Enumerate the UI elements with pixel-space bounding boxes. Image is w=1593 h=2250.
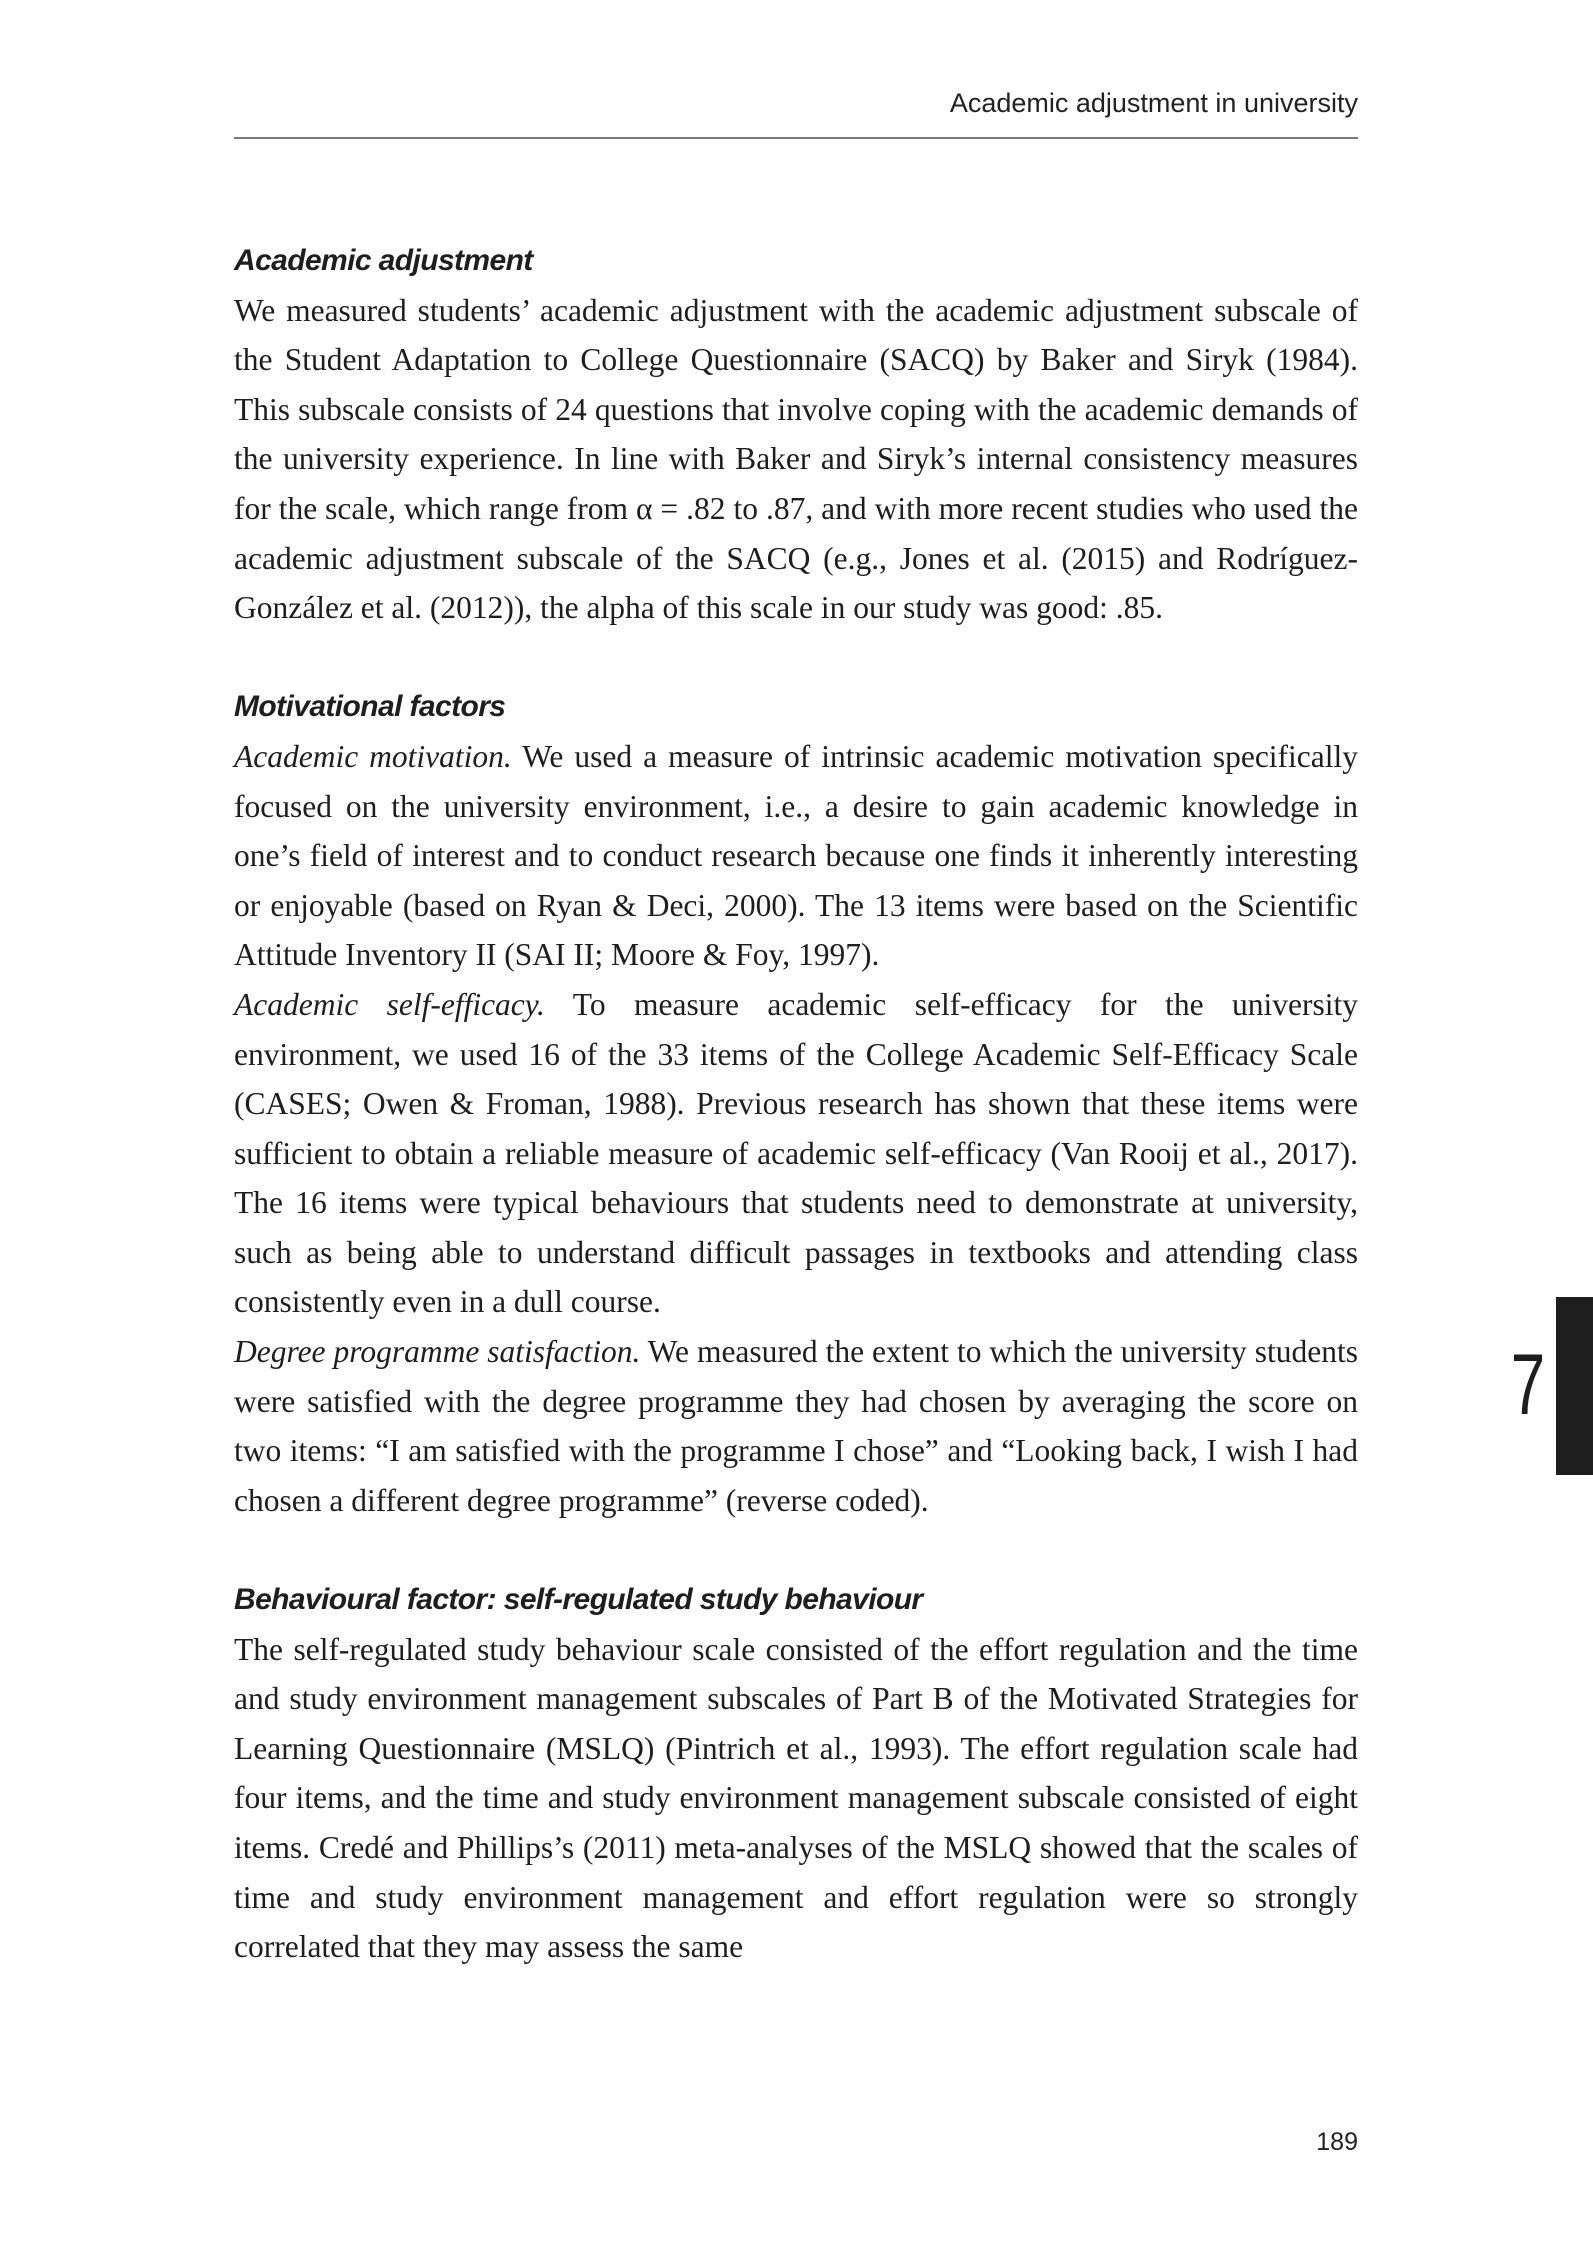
section-heading-motivational-factors: Motivational factors bbox=[234, 690, 506, 724]
paragraph bbox=[234, 1327, 1358, 1525]
section-heading-academic-adjustment: Academic adjustment bbox=[234, 244, 533, 277]
run-in-heading: Academic motivation. bbox=[234, 738, 512, 774]
run-in-heading: Academic self-efficacy. bbox=[234, 986, 545, 1022]
page-number: 189 bbox=[1316, 2128, 1358, 2156]
section-gap bbox=[234, 633, 1358, 683]
paragraph-text: We measured students’ academic adjustment with the academic adjustment subscale of the Student Adaptation to College Questionnaire (SACQ) by Baker and Siryk (1984). This subscale consists of 24 questions that involve coping with the academic demands of the university experience. In line with Baker and Siryk’s internal consistency measures for the scale, which range from α = .82 to .87, and with more recent studies who used the academic adjustment subscale of the SACQ (e.g., Jones et al. (2015) and Rodríguez-González et al. (2012)), the alpha of this scale in our study was good: .85. bbox=[234, 292, 1358, 626]
paragraph-text: To measure academic self-efficacy for the university environment, we used 16 of the 33 items of the College Academic Self-Efficacy Scale (CASES; Owen & Froman, 1988). Previous research has shown that these items were sufficient to obtain a reliable measure of academic self-efficacy (Van Rooij et al., 2017). The 16 items were typical behaviours that students need to demonstrate at university, such as being able to understand difficult passages in textbooks and attending class consistently even in a dull course. bbox=[234, 986, 1358, 1320]
paragraph-text: We measured the extent to which the university students were satisfied with the degree programme they had chosen by averaging the score on two items: “I am satisfied with the programme I chose” and “Looking back, I wish I had chosen a different degree programme” (reverse coded). bbox=[234, 1334, 1358, 1518]
body-text bbox=[234, 236, 1358, 1972]
paragraph bbox=[234, 286, 1358, 633]
run-in-heading: Degree programme satisfaction. bbox=[234, 1334, 641, 1370]
paragraph-text: The self-regulated study behaviour scale consisted of the effort regulation and the time and study environment management subscales of Part B of the Motivated Strategies for Learning Questionnaire (MSLQ) (Pintrich et al., 1993). The effort regulation scale had four items, and the time and study environment management subscale consisted of eight items. Credé and Phillips’s (2011) meta-analyses of the MSLQ showed that the scales of time and study environment management and effort regulation were so strongly correlated that they may assess the same bbox=[234, 1631, 1358, 1965]
chapter-thumb-tab bbox=[1556, 1297, 1593, 1475]
section-gap bbox=[234, 1525, 1358, 1575]
paragraph bbox=[234, 1625, 1358, 1972]
paragraph-text: We used a measure of intrinsic academic motivation specifically focused on the university environment, i.e., a desire to gain academic knowledge in one’s field of interest and to conduct research because one finds it inherently interesting or enjoyable (based on Ryan & Deci, 2000). The 13 items were based on the Scientific Attitude Inventory II (SAI II; Moore & Foy, 1997). bbox=[234, 738, 1359, 973]
section-heading-behavioural-factor: Behavioural factor: self-regulated study behaviour bbox=[234, 1583, 923, 1617]
chapter-number: 7 bbox=[1510, 1337, 1546, 1433]
paragraph bbox=[234, 732, 1358, 980]
paragraph bbox=[234, 980, 1358, 1327]
running-head: Academic adjustment in university bbox=[949, 88, 1358, 118]
header-rule bbox=[234, 137, 1358, 139]
